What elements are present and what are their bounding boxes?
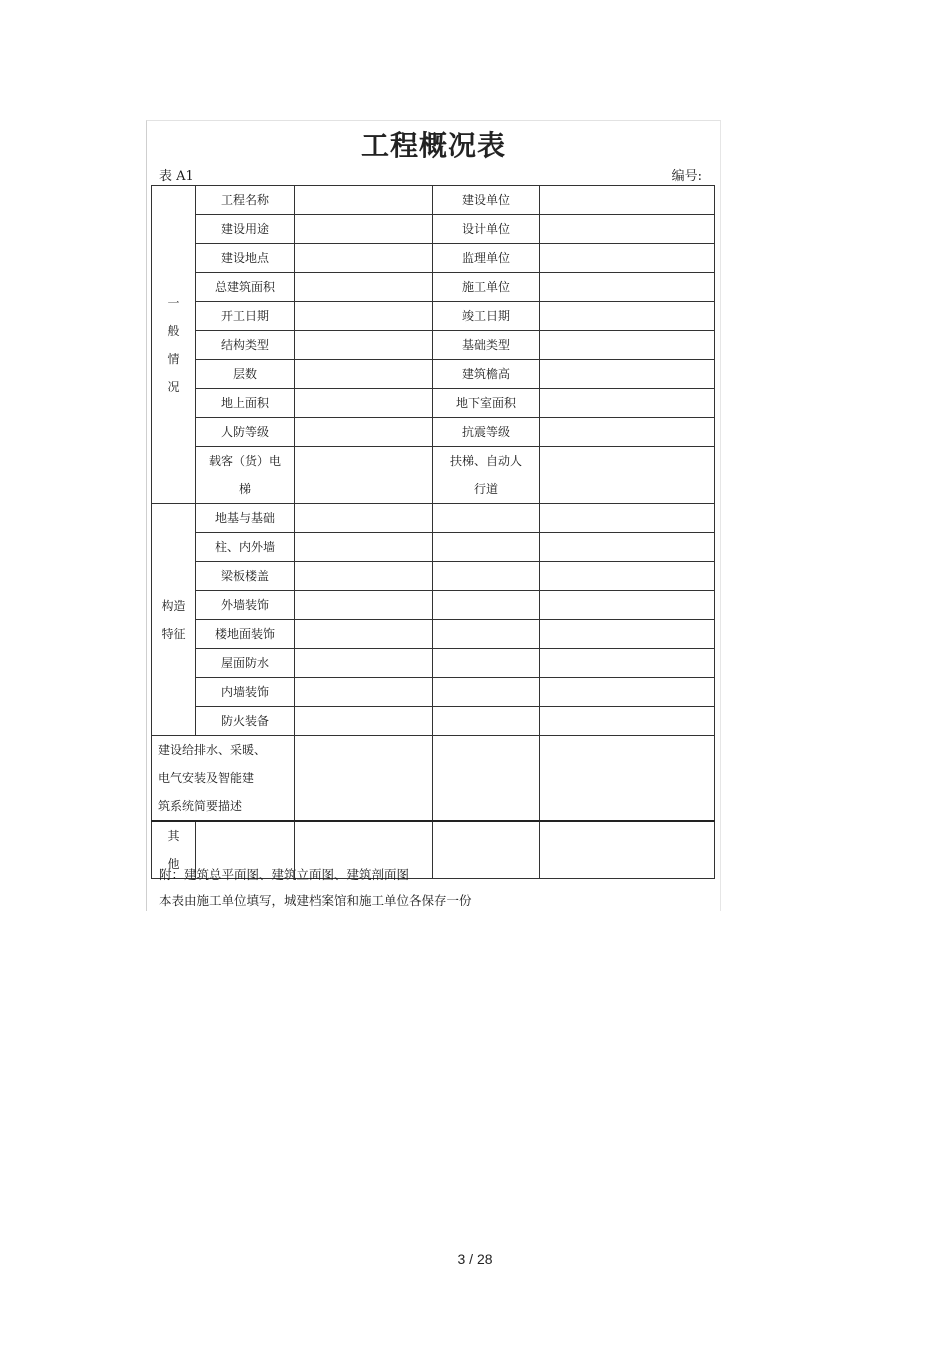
field-value[interactable] [295, 533, 433, 562]
field-label: 建设单位 [433, 186, 540, 215]
field-value[interactable] [540, 533, 715, 562]
field-value[interactable] [433, 736, 540, 822]
field-value[interactable] [540, 562, 715, 591]
field-value[interactable] [433, 649, 540, 678]
field-value[interactable] [540, 736, 715, 822]
table-row [152, 591, 715, 620]
field-label: 建设用途 [196, 215, 295, 244]
field-label: 建设地点 [196, 244, 295, 273]
field-value[interactable] [295, 418, 433, 447]
field-value[interactable] [540, 186, 715, 215]
field-value[interactable] [295, 244, 433, 273]
field-label-escalator: 扶梯、自动人 行道 [433, 447, 540, 504]
field-value[interactable] [433, 533, 540, 562]
table-row [152, 649, 715, 678]
table-row [152, 707, 715, 736]
field-value[interactable] [540, 302, 715, 331]
table-row [152, 418, 715, 447]
field-value[interactable] [433, 504, 540, 533]
field-label: 人防等级 [196, 418, 295, 447]
field-label: 抗震等级 [433, 418, 540, 447]
table-row [152, 360, 715, 389]
field-value[interactable] [540, 678, 715, 707]
field-label-elevator: 载客（货）电 梯 [196, 447, 295, 504]
field-value[interactable] [295, 707, 433, 736]
field-label: 施工单位 [433, 273, 540, 302]
field-value[interactable] [540, 215, 715, 244]
field-label: 内墙装饰 [196, 678, 295, 707]
field-value[interactable] [295, 389, 433, 418]
field-label: 竣工日期 [433, 302, 540, 331]
field-value[interactable] [433, 591, 540, 620]
overview-table [151, 185, 715, 879]
field-label: 地基与基础 [196, 504, 295, 533]
attachment-note: 附：建筑总平面图、建筑立面图、建筑剖面图 [159, 867, 410, 882]
field-label: 建筑檐高 [433, 360, 540, 389]
table-row [152, 273, 715, 302]
field-label: 外墙装饰 [196, 591, 295, 620]
field-value[interactable] [295, 562, 433, 591]
field-label: 地下室面积 [433, 389, 540, 418]
field-value[interactable] [295, 273, 433, 302]
field-label: 屋面防水 [196, 649, 295, 678]
field-value[interactable] [295, 447, 433, 504]
table-row [152, 302, 715, 331]
field-value[interactable] [295, 360, 433, 389]
field-label: 地上面积 [196, 389, 295, 418]
table-row [152, 186, 715, 215]
field-value[interactable] [540, 418, 715, 447]
field-label: 柱、内外墙 [196, 533, 295, 562]
field-label: 设计单位 [433, 215, 540, 244]
form-number-label: 编号: [671, 169, 702, 184]
field-value[interactable] [295, 620, 433, 649]
table-row [152, 331, 715, 360]
filing-note: 本表由施工单位填写，城建档案馆和施工单位各保存一份 [159, 893, 472, 908]
field-value[interactable] [433, 678, 540, 707]
field-label: 工程名称 [196, 186, 295, 215]
table-row [152, 215, 715, 244]
field-value[interactable] [540, 331, 715, 360]
project-overview-form [146, 120, 721, 911]
table-row [152, 562, 715, 591]
table-row [152, 389, 715, 418]
table-row [152, 678, 715, 707]
field-value[interactable] [433, 620, 540, 649]
form-code: 表 A1 [159, 169, 194, 184]
field-value[interactable] [295, 736, 433, 822]
field-label: 基础类型 [433, 331, 540, 360]
field-value[interactable] [433, 821, 540, 879]
field-value[interactable] [295, 302, 433, 331]
other-label: 其 他 [152, 821, 196, 879]
field-label: 结构类型 [196, 331, 295, 360]
field-label: 总建筑面积 [196, 273, 295, 302]
field-value[interactable] [295, 215, 433, 244]
field-value[interactable] [295, 331, 433, 360]
form-title: 工程概况表 [360, 129, 506, 162]
table-row [152, 736, 715, 822]
field-value[interactable] [540, 504, 715, 533]
field-value[interactable] [540, 447, 715, 504]
field-value[interactable] [295, 649, 433, 678]
field-label: 监理单位 [433, 244, 540, 273]
table-row [152, 244, 715, 273]
field-value[interactable] [540, 821, 715, 879]
field-value[interactable] [540, 244, 715, 273]
field-label: 防火装备 [196, 707, 295, 736]
services-description-label: 建设给排水、采暖、 电气安装及智能建 筑系统简要描述 [152, 736, 295, 822]
field-label: 楼地面装饰 [196, 620, 295, 649]
structure-section-label: 构造 特征 [152, 504, 196, 736]
field-value[interactable] [540, 591, 715, 620]
field-value[interactable] [540, 707, 715, 736]
field-value[interactable] [540, 360, 715, 389]
table-row [152, 504, 715, 533]
table-row [152, 447, 715, 504]
field-value[interactable] [295, 504, 433, 533]
field-value[interactable] [433, 562, 540, 591]
field-value[interactable] [295, 186, 433, 215]
field-value[interactable] [295, 678, 433, 707]
field-label: 层数 [196, 360, 295, 389]
field-value[interactable] [295, 591, 433, 620]
field-value[interactable] [433, 707, 540, 736]
field-value[interactable] [540, 389, 715, 418]
field-value[interactable] [540, 620, 715, 649]
field-value[interactable] [540, 649, 715, 678]
table-row [152, 533, 715, 562]
field-label: 开工日期 [196, 302, 295, 331]
field-label: 梁板楼盖 [196, 562, 295, 591]
general-section-label: 一 般 情 况 [152, 186, 196, 504]
table-row [152, 620, 715, 649]
page-indicator: 3 / 28 [457, 1251, 493, 1267]
field-value[interactable] [540, 273, 715, 302]
